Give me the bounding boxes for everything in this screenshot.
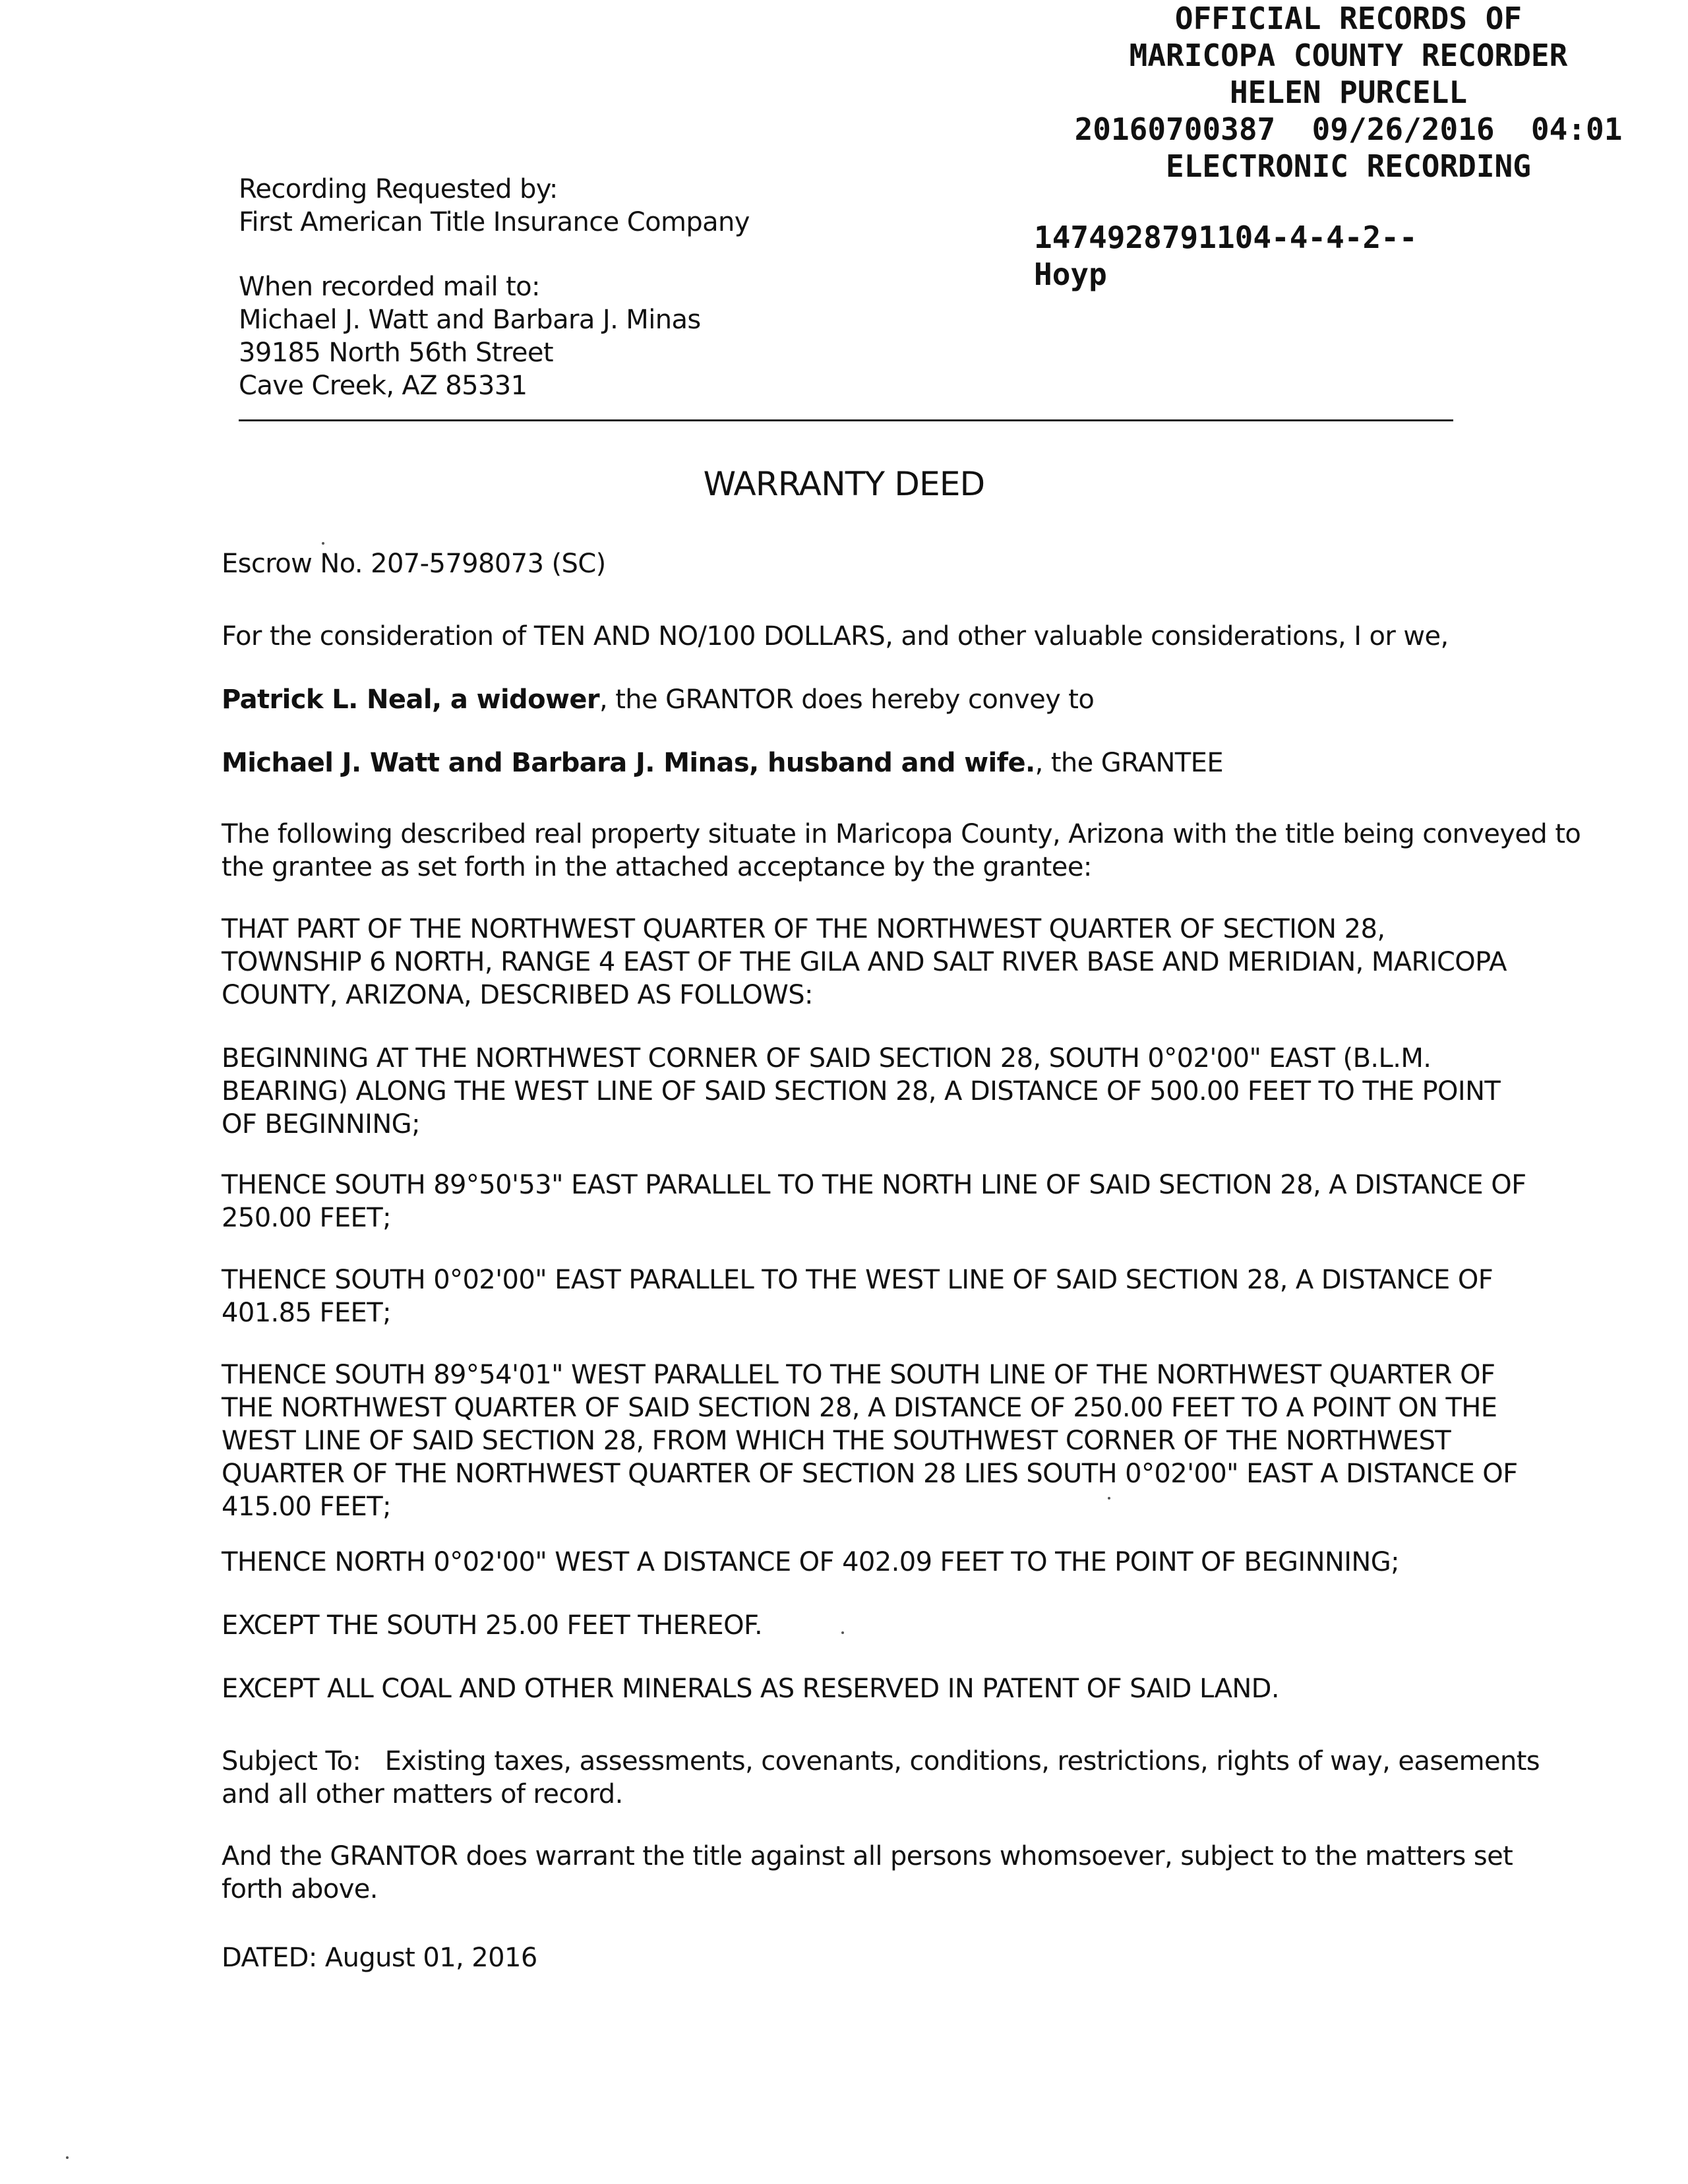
text-line: EXCEPT ALL COAL AND OTHER MINERALS AS RESERVED IN PATENT OF SAID LAND. — [222, 1674, 1279, 1704]
scan-speck — [322, 542, 324, 545]
mail-to-block — [239, 270, 701, 402]
text-line: 250.00 FEET; — [222, 1203, 391, 1233]
grantee-paragraph — [222, 746, 1461, 779]
text-line: TOWNSHIP 6 NORTH, RANGE 4 EAST OF THE GILA AND SALT RIVER BASE AND MERIDIAN, MARICOPA — [222, 947, 1507, 977]
legal-description-paragraph — [222, 1263, 1493, 1329]
text-line: THENCE SOUTH 0°02'00" EAST PARALLEL TO THE WEST LINE OF SAID SECTION 28, A DISTANCE OF — [222, 1265, 1493, 1295]
text-line: BEGINNING AT THE NORTHWEST CORNER OF SAID SECTION 28, SOUTH 0°02'00" EAST (B.L.M. — [222, 1043, 1432, 1074]
scan-speck — [1108, 1497, 1110, 1500]
dated-line — [222, 1941, 1461, 1974]
consideration-text: For the consideration of TEN AND NO/100 DOLLARS, and other valuable considerations, I or we, — [222, 621, 1449, 652]
grantor-name: Patrick L. Neal, a widower — [222, 684, 599, 715]
text-line: THENCE SOUTH 89°54'01" WEST PARALLEL TO THE SOUTH LINE OF THE NORTHWEST QUARTER OF — [222, 1360, 1495, 1390]
legal-description-paragraph — [222, 913, 1507, 1012]
text-line: THENCE NORTH 0°02'00" WEST A DISTANCE OF 402.09 FEET TO THE POINT OF BEGINNING; — [222, 1547, 1399, 1577]
operator-code: Hoyp — [1034, 257, 1107, 292]
dated-text: DATED: August 01, 2016 — [222, 1943, 537, 1973]
requested-by-company: First American Title Insurance Company — [239, 207, 750, 237]
escrow-text: Escrow No. 207-5798073 (SC) — [222, 549, 606, 579]
property-intro-paragraph — [222, 818, 1581, 884]
text-line: QUARTER OF THE NORTHWEST QUARTER OF SECTION 28 LIES SOUTH 0°02'00" EAST A DISTANCE OF — [222, 1459, 1518, 1489]
recorder-stamp-line: ELECTRONIC RECORDING — [1166, 148, 1531, 184]
legal-description-paragraph — [222, 1042, 1501, 1141]
text-line: and all other matters of record. — [222, 1779, 623, 1809]
text-line: Subject To: Existing taxes, assessments, covenants, conditions, restrictions, rights of way, easements — [222, 1746, 1540, 1776]
mail-to-city: Cave Creek, AZ 85331 — [239, 371, 528, 401]
grantee-name: Michael J. Watt and Barbara J. Minas, husband and wife. — [222, 748, 1035, 778]
subject-to-paragraph — [222, 1745, 1540, 1811]
mail-to-name: Michael J. Watt and Barbara J. Minas — [239, 305, 701, 335]
legal-description-paragraph — [222, 1358, 1518, 1523]
scan-speck — [66, 2156, 69, 2159]
legal-description-paragraph — [222, 1609, 1461, 1642]
text-line: forth above. — [222, 1874, 378, 1904]
document-title: WARRANTY DEED — [703, 465, 985, 503]
text-line: THENCE SOUTH 89°50'53" EAST PARALLEL TO THE NORTH LINE OF SAID SECTION 28, A DISTANCE OF — [222, 1170, 1526, 1200]
mail-to-street: 39185 North 56th Street — [239, 338, 553, 368]
text-line: 401.85 FEET; — [222, 1298, 391, 1328]
recorder-stamp-line: OFFICIAL RECORDS OF — [1174, 1, 1522, 36]
scan-speck — [841, 1631, 844, 1634]
text-line: OF BEGINNING; — [222, 1109, 420, 1139]
text-line: THE NORTHWEST QUARTER OF SAID SECTION 28, A DISTANCE OF 250.00 FEET TO A POINT ON THE — [222, 1393, 1497, 1423]
text-line: 415.00 FEET; — [222, 1492, 391, 1522]
text-line: WEST LINE OF SAID SECTION 28, FROM WHICH THE SOUTHWEST CORNER OF THE NORTHWEST — [222, 1426, 1451, 1456]
text-line: EXCEPT THE SOUTH 25.00 FEET THEREOF. — [222, 1610, 763, 1641]
recording-number-date-time: 20160700387 09/26/2016 04:01 — [1074, 111, 1623, 147]
header-divider — [239, 419, 1453, 421]
document-code: 1474928791104-4-4-2-- — [1034, 220, 1418, 255]
text-line: The following described real property situate in Maricopa County, Arizona with the title being conveyed to — [222, 819, 1581, 849]
recorder-stamp-line: HELEN PURCELL — [1229, 75, 1468, 110]
recorder-stamp-line: MARICOPA COUNTY RECORDER — [1129, 38, 1568, 73]
recorder-document-code — [1034, 219, 1418, 293]
text-line: the grantee as set forth in the attached acceptance by the grantee: — [222, 852, 1092, 882]
mail-to-label: When recorded mail to: — [239, 272, 540, 302]
text-line: COUNTY, ARIZONA, DESCRIBED AS FOLLOWS: — [222, 980, 813, 1010]
consideration-paragraph — [222, 620, 1461, 653]
legal-description-paragraph — [222, 1546, 1461, 1579]
escrow-number — [222, 547, 1461, 580]
text-line: And the GRANTOR does warrant the title against all persons whomsoever, subject to the matters set — [222, 1841, 1513, 1871]
requested-by-label: Recording Requested by: — [239, 174, 558, 204]
grantee-text: , the GRANTEE — [1035, 748, 1224, 778]
legal-description-paragraph — [222, 1168, 1526, 1234]
legal-description-paragraph — [222, 1672, 1461, 1705]
text-line: THAT PART OF THE NORTHWEST QUARTER OF THE NORTHWEST QUARTER OF SECTION 28, — [222, 914, 1385, 944]
recording-requested-block — [239, 173, 750, 239]
text-line: BEARING) ALONG THE WEST LINE OF SAID SECTION 28, A DISTANCE OF 500.00 FEET TO THE POINT — [222, 1076, 1501, 1107]
recorder-stamp — [1029, 0, 1668, 185]
grantor-text: , the GRANTOR does hereby convey to — [599, 684, 1095, 715]
warranty-paragraph — [222, 1840, 1513, 1906]
grantor-paragraph — [222, 683, 1461, 716]
